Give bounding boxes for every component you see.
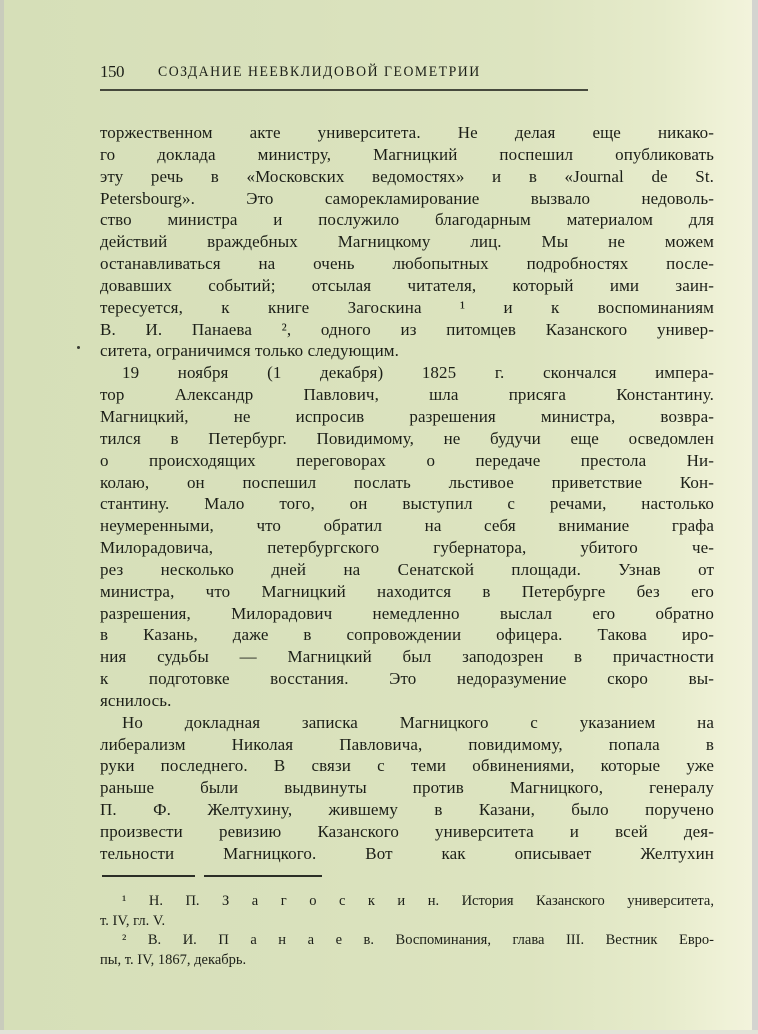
text-line: ния судьбы — Магницкий был заподозрен в причастности	[100, 647, 714, 667]
text-line: неумеренными, что обратил на себя внимание графа	[100, 516, 714, 536]
text-line: министра, что Магницкий находится в Петербурге без его	[100, 581, 714, 601]
text-line: в Казань, даже в сопровождении офицера. Такова иро-	[100, 625, 714, 645]
scan-edge-bottom	[0, 1030, 758, 1034]
footnote-line: пы, т. IV, 1867, декабрь.	[100, 951, 247, 968]
text-line: ство министра и послужило благодарным материалом для	[100, 210, 714, 230]
text-line: действий враждебных Магницкому лиц. Мы не можем	[100, 232, 714, 252]
footnote-rule-segment	[102, 875, 195, 877]
text-line: Но докладная записка Магницкого с указанием на	[122, 712, 714, 732]
text-line: разрешения, Милорадович немедленно выслал его обратно	[100, 603, 714, 623]
text-line: руки последнего. В связи с теми обвинениями, которые уже	[100, 756, 714, 776]
body-text	[100, 122, 714, 865]
text-line: яснилось.	[100, 690, 172, 710]
text-line: торжественном акте университета. Не делая еще никако-	[100, 123, 714, 142]
text-line: к подготовке восстания. Это недоразумение скоро вы-	[100, 669, 714, 689]
text-line: произвести ревизию Казанского университета и всей дея-	[100, 822, 714, 841]
text-line: тельности Магницкого. Вот как описывает Желтухин	[100, 843, 714, 863]
text-line: о происходящих переговорах о передаче престола Ни-	[100, 450, 714, 470]
text-line: тился в Петербург. Повидимому, не будучи еще осведомлен	[100, 428, 714, 448]
text-line: эту речь в «Московских ведомостях» и в «Journal de St.	[100, 166, 714, 186]
text-line: П. Ф. Желтухину, жившему в Казани, было поручено	[100, 800, 714, 820]
text-line: рез несколько дней на Сенатской площади. Узнав от	[100, 559, 714, 579]
running-head	[100, 62, 590, 86]
text-line: ситета, ограничимся только следующим.	[100, 341, 399, 361]
scan-speck	[77, 346, 80, 349]
text-line: тересуется, к книге Загоскина ¹ и к воспоминаниям	[100, 297, 714, 317]
text-line: довавших событий; отсылая читателя, который ими заин-	[100, 275, 714, 295]
text-line: Магницкий, не испросив разрешения министра, возвра-	[100, 406, 714, 426]
text-line: раньше были выдвинуты против Магницкого, генералу	[100, 778, 714, 798]
footnote-line: ² В. И. П а н а е в. Воспоминания, глава III. Вестник Евро-	[122, 932, 714, 948]
text-line: либерализм Николая Павловича, повидимому, попала в	[100, 734, 714, 754]
footnotes	[100, 892, 714, 970]
text-line: 19 ноября (1 декабря) 1825 г. скончался импера-	[122, 363, 714, 383]
text-line: Petersbourg». Это саморекламирование вызвало недоволь-	[100, 188, 714, 208]
running-title: СОЗДАНИЕ НЕЕВКЛИДОВОЙ ГЕОМЕТРИИ	[158, 64, 481, 80]
page-number: 150	[100, 62, 124, 81]
text-line: В. И. Панаева ², одного из питомцев Казанского универ-	[100, 319, 714, 339]
scan-edge-right	[752, 0, 758, 1034]
text-line: колаю, он поспешил послать льстивое приветствие Кон-	[100, 472, 714, 492]
text-line: Милорадовича, петербургского губернатора, убитого че-	[100, 538, 714, 558]
text-line: останавливаться на очень любопытных подробностях после-	[100, 254, 714, 274]
footnote-rule-segment	[204, 875, 322, 877]
footnote-line: ¹ Н. П. З а г о с к и н. История Казанского университета,	[122, 893, 714, 909]
header-rule	[100, 89, 588, 91]
footnote-line: т. IV, гл. V.	[100, 912, 166, 929]
text-line: го доклада министру, Магницкий поспешил опубликовать	[100, 144, 714, 164]
text-line: стантину. Мало того, он выступил с речами, настолько	[100, 494, 714, 514]
text-line: тор Александр Павлович, шла присяга Константину.	[100, 385, 714, 405]
footnote-rule	[102, 875, 332, 877]
